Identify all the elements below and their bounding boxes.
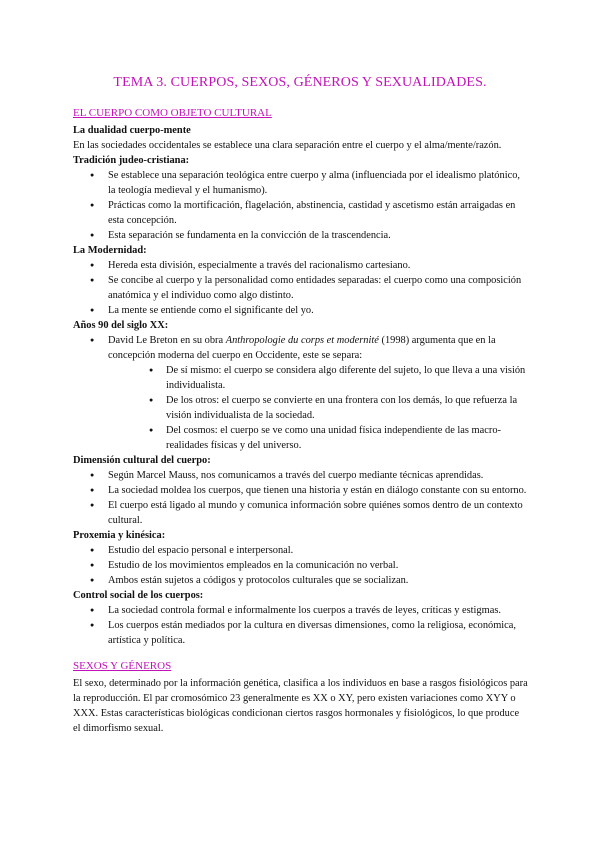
- list-item: ● La sociedad controla formal e informalmente los cuerpos a través de leyes, críticas y estigmas.: [73, 603, 528, 618]
- list-item: ● Estudio de los movimientos empleados en la comunicación no verbal.: [73, 558, 528, 573]
- sublist-le-breton: [108, 363, 528, 453]
- list-item: ● Los cuerpos están mediados por la cultura en diversas dimensiones, como la religiosa, económica, artística y política.: [73, 618, 528, 648]
- list-control-social: [73, 603, 528, 648]
- list-item: ● La sociedad moldea los cuerpos, que tienen una historia y están en diálogo constante con su entorno.: [73, 483, 528, 498]
- book-title: Anthropologie du corps et modernité: [225, 335, 379, 346]
- sublist-item: ● Del cosmos: el cuerpo se ve como una unidad física independiente de las macro-realidades físicas y del universo.: [108, 423, 528, 453]
- list-item: ● Se establece una separación teológica entre cuerpo y alma (influenciada por el idealismo platónico, la teología medieval y el humanismo).: [73, 168, 528, 198]
- list-proxemia: [73, 543, 528, 588]
- subheading-dimension-cultural: Dimensión cultural del cuerpo:: [73, 455, 211, 466]
- subheading-control-social: Control social de los cuerpos:: [73, 590, 204, 601]
- list-item: ● Ambos están sujetos a códigos y protocolos culturales que se socializan.: [73, 573, 528, 588]
- list-item: ● Estudio del espacio personal e interpersonal.: [73, 543, 528, 558]
- paragraph-sexos: El sexo, determinado por la información genética, clasifica a los individuos en base a rasgos fisiológicos para la reproducción. El par cromosómico 23 generalmente es XX o XY, pero existen variaciones como XYY o XXX. Estas características biológicas condicionan ciertos rasgos hormonales y fisiológicos, lo que produce el dimorfismo sexual.: [73, 678, 528, 734]
- list-item: ● Se concibe al cuerpo y la personalidad como entidades separadas: el cuerpo como una composición anatómica y el individuo como algo distinto.: [73, 273, 528, 303]
- sublist-item: ● De los otros: el cuerpo se convierte en una frontera con los demás, lo que refuerza la visión individualista de la sociedad.: [108, 393, 528, 423]
- document-body: [73, 106, 528, 736]
- list-item: ● La mente se entiende como el significante del yo.: [73, 303, 528, 318]
- paragraph-dualidad: En las sociedades occidentales se establece una clara separación entre el cuerpo y el alma/mente/razón.: [73, 140, 502, 151]
- list-anos-90: [73, 333, 528, 453]
- list-judeo-cristiana: [73, 168, 528, 243]
- section-heading-sexos: SEXOS Y GÉNEROS: [73, 660, 172, 672]
- subheading-modernidad: La Modernidad:: [73, 245, 147, 256]
- subheading-dualidad: La dualidad cuerpo-mente: [73, 125, 191, 136]
- list-item: ● Hereda esta división, especialmente a través del racionalismo cartesiano.: [73, 258, 528, 273]
- le-breton-prefix: David Le Breton en su obra: [108, 335, 226, 346]
- sublist-item: ● De sí mismo: el cuerpo se considera algo diferente del sujeto, lo que lleva a una visión individualista.: [108, 363, 528, 393]
- subheading-proxemia: Proxemia y kinésica:: [73, 530, 166, 541]
- list-modernidad: [73, 258, 528, 318]
- list-item: ● Prácticas como la mortificación, flagelación, abstinencia, castidad y ascetismo están arraigadas en esta concepción.: [73, 198, 528, 228]
- list-item: ● El cuerpo está ligado al mundo y comunica información sobre quiénes somos dentro de un contexto cultural.: [73, 498, 528, 528]
- le-breton-suffix: (1998) argumenta que en la concepción moderna del cuerpo en Occidente, este se separa:: [108, 335, 496, 361]
- page-title: TEMA 3. CUERPOS, SEXOS, GÉNEROS Y SEXUALIDADES.: [113, 75, 487, 90]
- subheading-judeo-cristiana: Tradición judeo-cristiana:: [73, 155, 190, 166]
- list-dimension-cultural: [73, 468, 528, 528]
- list-item: ● Esta separación se fundamenta en la convicción de la trascendencia.: [73, 228, 528, 243]
- list-item: ● Según Marcel Mauss, nos comunicamos a través del cuerpo mediante técnicas aprendidas.: [73, 468, 528, 483]
- list-item-le-breton: [73, 333, 528, 453]
- section-heading-cuerpo: EL CUERPO COMO OBJETO CULTURAL: [73, 107, 272, 119]
- subheading-anos-90: Años 90 del siglo XX:: [73, 320, 169, 331]
